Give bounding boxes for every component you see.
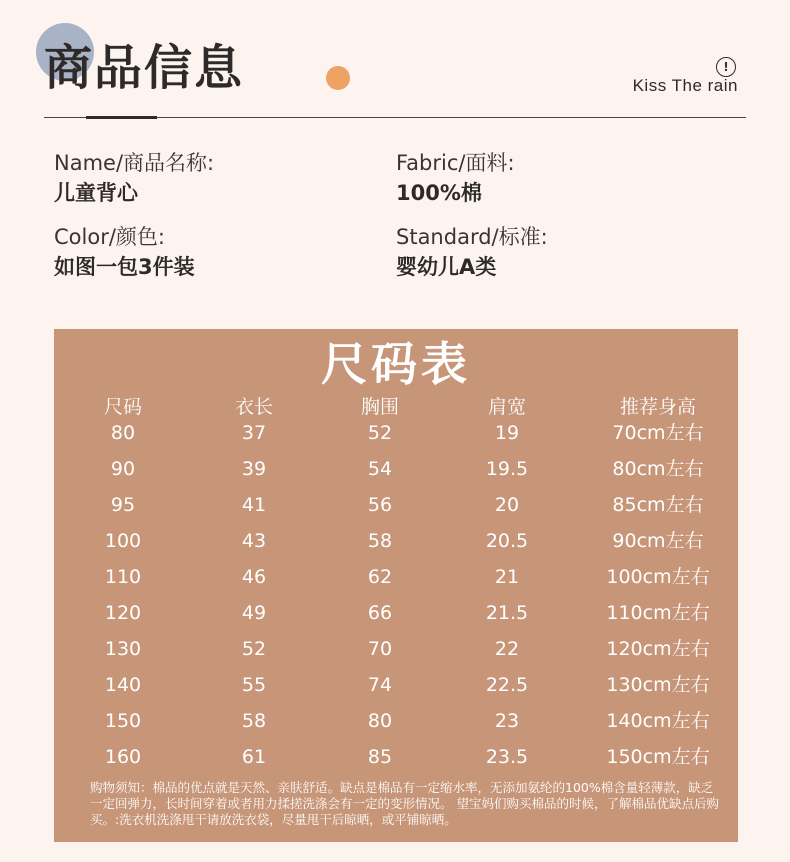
table-cell-size: 150 xyxy=(104,710,142,732)
table-cell-length: 49 xyxy=(241,602,267,624)
size-chart-title: 尺码表 xyxy=(321,337,471,391)
spec-value: 儿童背心 xyxy=(54,181,138,205)
spec-color xyxy=(54,222,195,282)
table-cell-size: 90 xyxy=(110,458,136,480)
table-cell-shoulder: 19.5 xyxy=(485,458,529,480)
table-cell-size: 130 xyxy=(104,638,142,660)
table-cell-shoulder: 19 xyxy=(494,422,520,444)
table-cell-length: 43 xyxy=(241,530,267,552)
table-cell-shoulder: 20 xyxy=(494,494,520,516)
spec-value: 如图一包3件装 xyxy=(54,255,195,279)
table-cell-size: 100 xyxy=(104,530,142,552)
table-cell-size: 110 xyxy=(104,566,142,588)
column-header-length: 衣长 xyxy=(234,396,273,418)
table-cell-chest: 54 xyxy=(367,458,393,480)
table-cell-height: 130cm左右 xyxy=(606,674,710,696)
table-cell-chest: 52 xyxy=(367,422,393,444)
table-cell-shoulder: 23.5 xyxy=(485,746,529,768)
spec-value: 婴幼儿A类 xyxy=(396,255,497,279)
table-cell-height: 120cm左右 xyxy=(606,638,710,660)
table-cell-length: 58 xyxy=(241,710,267,732)
shopping-note: 购物须知：棉品的优点就是天然、亲肤舒适。缺点是棉品有一定缩水率，无添加氨纶的100%棉含量轻薄款，缺乏一定回弹力，长时间穿着或者用力揉搓洗涤会有一定的变形情况。 望宝妈们购买棉品的时候，了解棉品优缺点后购买。:洗衣机洗涤甩干请放洗衣袋，尽量甩干后晾晒，或平铺晾晒。 xyxy=(90,780,719,827)
table-cell-shoulder: 21 xyxy=(494,566,520,588)
table-cell-height: 150cm左右 xyxy=(606,746,710,768)
table-cell-length: 61 xyxy=(241,746,267,768)
spec-label: Fabric/面料: xyxy=(396,151,515,175)
spec-name xyxy=(54,148,214,208)
spec-label: Color/颜色: xyxy=(54,225,165,249)
table-cell-length: 41 xyxy=(241,494,267,516)
table-cell-shoulder: 22.5 xyxy=(485,674,529,696)
table-cell-chest: 74 xyxy=(367,674,393,696)
table-cell-shoulder: 20.5 xyxy=(485,530,529,552)
table-cell-length: 55 xyxy=(241,674,267,696)
size-chart-card xyxy=(54,329,738,842)
table-cell-length: 39 xyxy=(241,458,267,480)
table-cell-size: 95 xyxy=(110,494,136,516)
table-cell-size: 80 xyxy=(110,422,136,444)
column-header-chest: 胸围 xyxy=(360,396,399,418)
brand-name: Kiss The rain xyxy=(632,76,738,95)
table-cell-height: 110cm左右 xyxy=(606,602,710,624)
table-cell-chest: 58 xyxy=(367,530,393,552)
spec-label: Name/商品名称: xyxy=(54,151,215,175)
table-cell-length: 37 xyxy=(241,422,267,444)
table-cell-height: 85cm左右 xyxy=(612,494,704,516)
table-cell-size: 120 xyxy=(104,602,142,624)
exclamation-circle-icon: ! xyxy=(716,57,736,77)
column-header-shoulder: 肩宽 xyxy=(487,396,526,418)
table-cell-shoulder: 23 xyxy=(494,710,520,732)
table-cell-chest: 70 xyxy=(367,638,393,660)
column-header-height: 推荐身高 xyxy=(619,396,696,418)
table-cell-shoulder: 22 xyxy=(494,638,520,660)
table-cell-length: 52 xyxy=(241,638,267,660)
table-cell-height: 100cm左右 xyxy=(606,566,710,588)
table-cell-chest: 66 xyxy=(367,602,393,624)
table-cell-height: 70cm左右 xyxy=(612,422,704,444)
header-divider-accent xyxy=(86,116,157,119)
table-cell-chest: 62 xyxy=(367,566,393,588)
table-cell-height: 80cm左右 xyxy=(612,458,704,480)
table-cell-chest: 85 xyxy=(367,746,393,768)
spec-value: 100%棉 xyxy=(396,181,482,205)
table-cell-chest: 56 xyxy=(367,494,393,516)
table-cell-size: 140 xyxy=(104,674,142,696)
decorative-orange-dot xyxy=(326,66,350,90)
page-title: 商品信息 xyxy=(44,40,245,96)
table-cell-chest: 80 xyxy=(367,710,393,732)
table-cell-shoulder: 21.5 xyxy=(485,602,529,624)
spec-fabric xyxy=(396,148,515,208)
spec-label: Standard/标准: xyxy=(396,225,548,249)
table-cell-height: 140cm左右 xyxy=(606,710,710,732)
column-header-size: 尺码 xyxy=(103,396,142,418)
table-cell-length: 46 xyxy=(241,566,267,588)
table-cell-height: 90cm左右 xyxy=(612,530,704,552)
spec-standard xyxy=(396,222,548,282)
table-cell-size: 160 xyxy=(104,746,142,768)
